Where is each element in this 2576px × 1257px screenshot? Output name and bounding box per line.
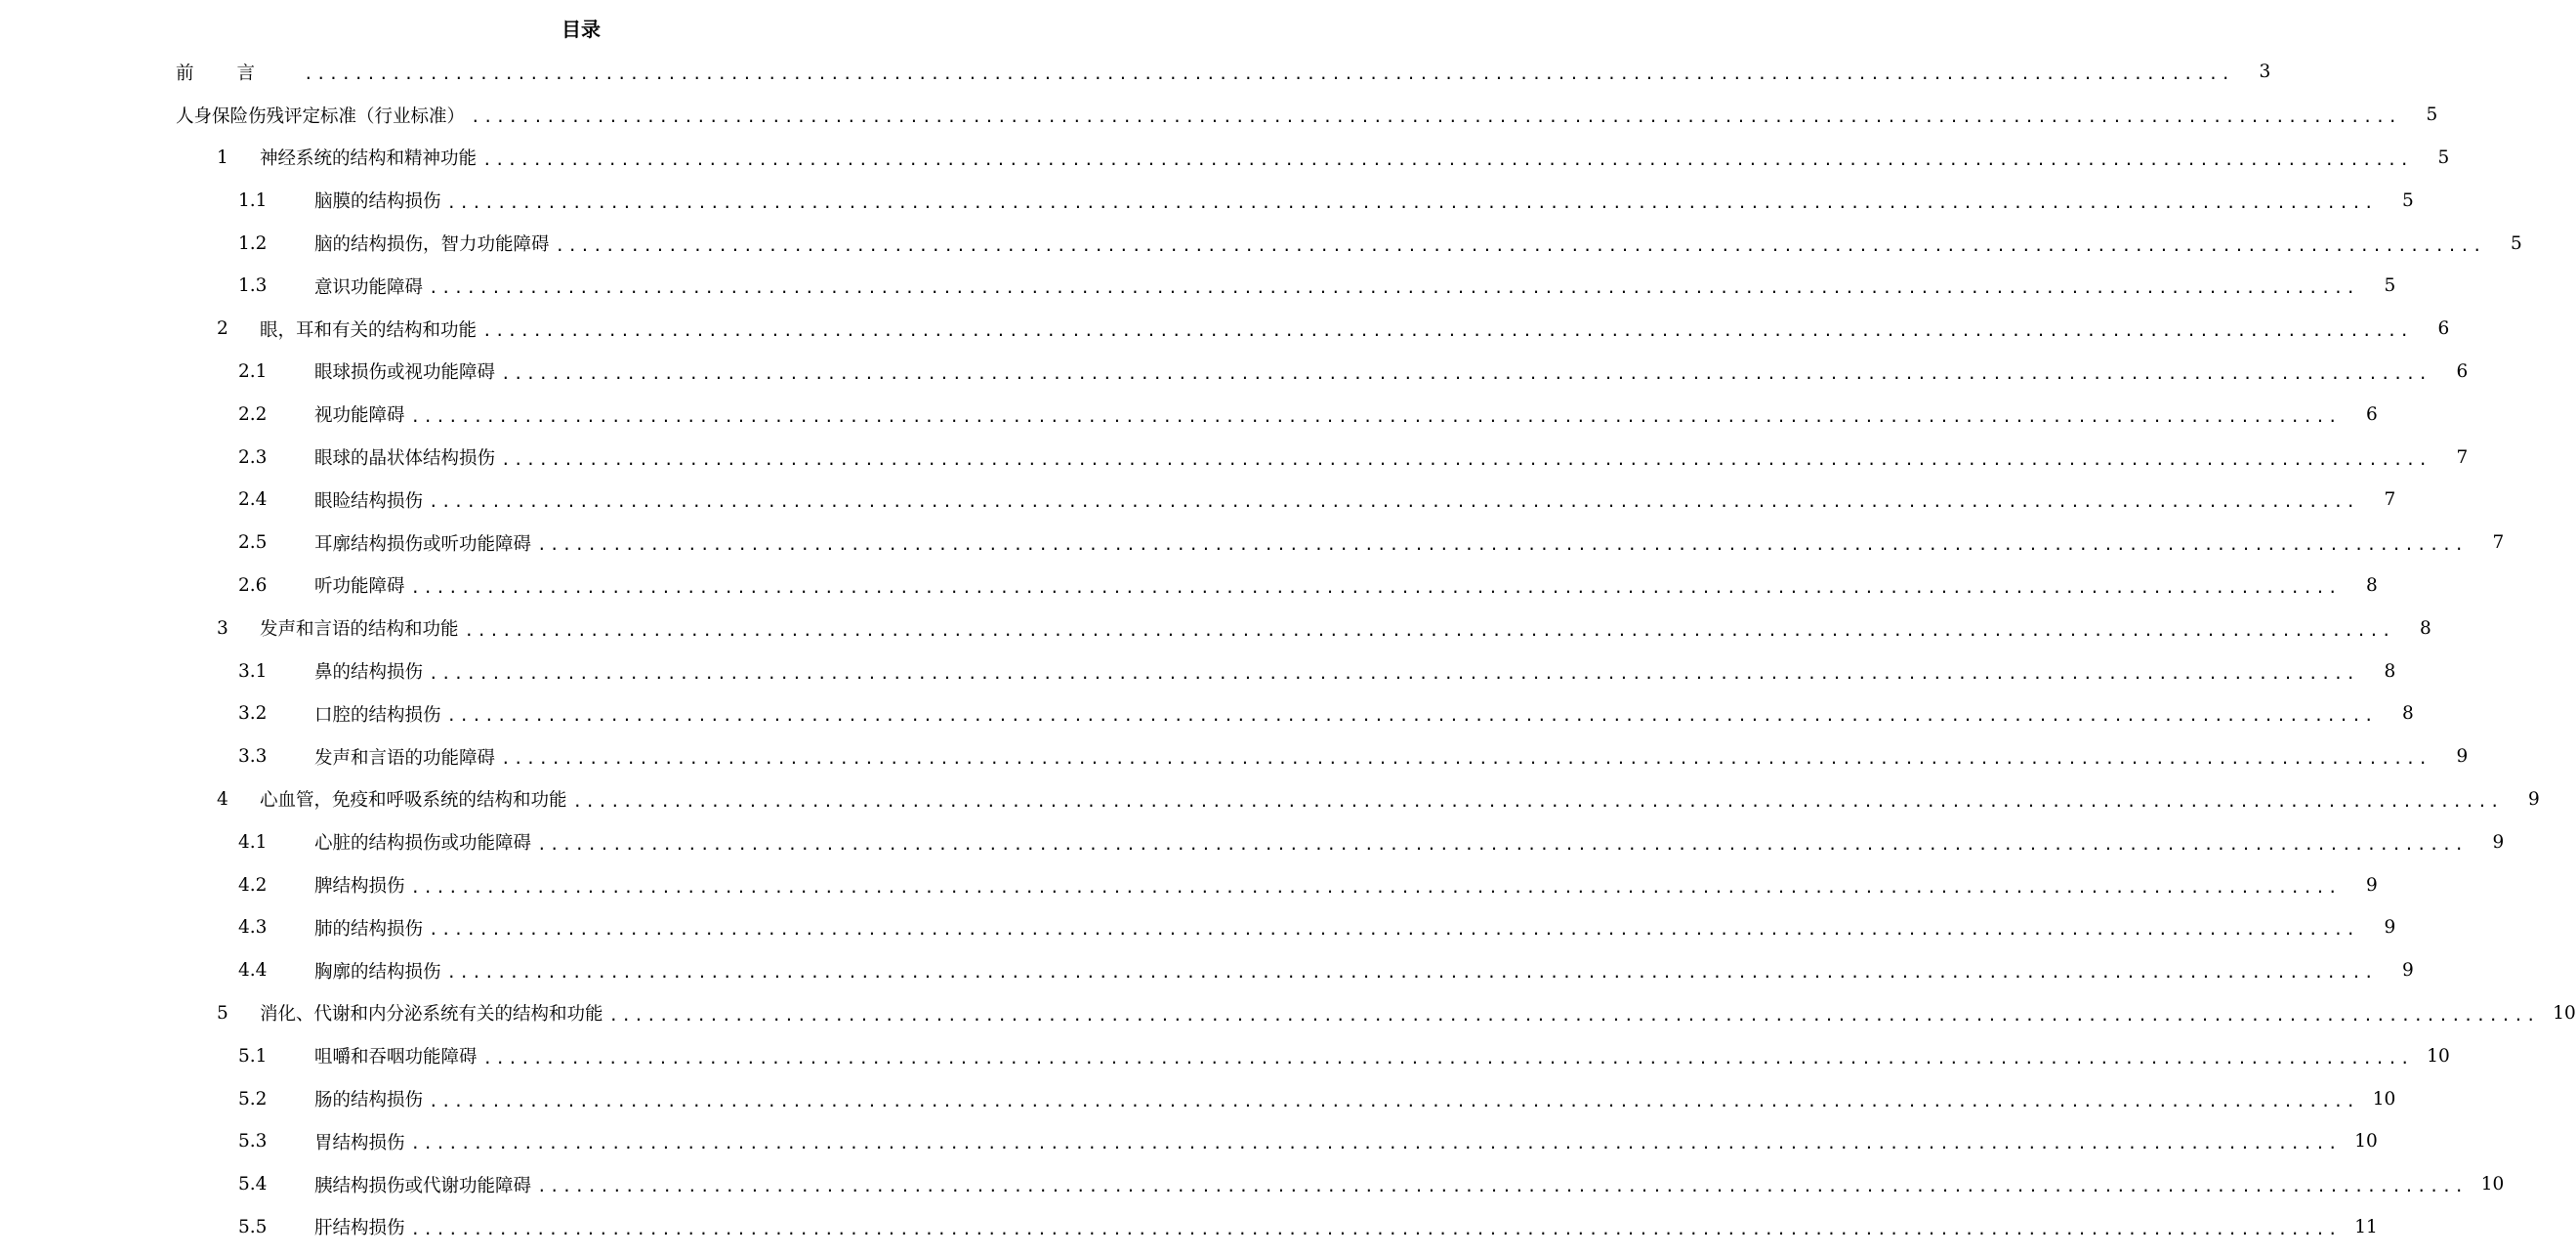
- toc-entry[interactable]: [0, 94, 2438, 137]
- toc-entry[interactable]: [0, 778, 2540, 821]
- toc-entry-text: 眼球的晶状体结构损伤: [314, 448, 496, 470]
- toc-entry-text: 神经系统的结构和精神功能: [260, 148, 478, 170]
- toc-leader-dots: ..........................................................................................................................................................: [471, 107, 2401, 127]
- toc-entry-page: 8: [2366, 574, 2378, 596]
- toc-entry-page: 9: [2456, 746, 2469, 768]
- toc-leader-dots: ..........................................................................................................................................................: [410, 1219, 2341, 1238]
- toc-entry-text: 发声和言语的功能障碍: [314, 747, 496, 769]
- toc-leader-dots: ..........................................................................................................................................................: [537, 1177, 2468, 1196]
- toc-entry-page: 5: [2402, 189, 2414, 211]
- toc-entry-page: 10: [2480, 1174, 2505, 1195]
- toc-entry[interactable]: [0, 479, 2396, 522]
- toc-entry-page: 9: [2384, 917, 2396, 939]
- toc-entry-number: 2.2: [238, 403, 268, 425]
- toc-leader-dots: ..........................................................................................................................................................: [304, 64, 2234, 84]
- toc-entry[interactable]: [0, 351, 2469, 394]
- toc-entry-text: 肺的结构损伤: [314, 918, 424, 940]
- toc-entry-page: 3: [2259, 62, 2271, 83]
- toc-entry-page: 5: [2437, 147, 2450, 168]
- toc-entry[interactable]: [0, 649, 2396, 692]
- toc-leader-dots: ..........................................................................................................................................................: [429, 1091, 2359, 1110]
- toc-entry-text: 脑的结构损伤，智力功能障碍: [314, 234, 550, 256]
- toc-leader-dots: ..........................................................................................................................................................: [429, 492, 2359, 512]
- toc-leader-dots: ..........................................................................................................................................................: [501, 449, 2431, 469]
- toc-entry-page: 9: [2492, 831, 2505, 853]
- toc-entry-text: 心脏的结构损伤或功能障碍: [314, 833, 532, 855]
- toc-entry-page: 5: [2511, 232, 2522, 254]
- toc-entry-page: 7: [2456, 446, 2469, 468]
- toc-leader-dots: ..........................................................................................................................................................: [537, 834, 2468, 854]
- toc-leader-dots: ..........................................................................................................................................................: [482, 1048, 2413, 1068]
- toc-entry-text: 咀嚼和吞咽功能障碍: [314, 1047, 478, 1068]
- toc-entry[interactable]: [0, 308, 2450, 351]
- toc-entry-number: 5.2: [238, 1088, 268, 1110]
- toc-entry[interactable]: [0, 179, 2414, 222]
- toc-entry-number: 1.2: [238, 232, 268, 254]
- toc-entry-text: 眼，耳和有关的结构和功能: [260, 319, 478, 341]
- toc-entry-number: 5.4: [238, 1174, 268, 1195]
- toc-leader-dots: ..........................................................................................................................................................: [608, 1005, 2539, 1025]
- toc-entry-page: 7: [2492, 532, 2505, 554]
- toc-entry-number: 4.2: [238, 874, 268, 896]
- toc-entry-text: 前言: [176, 63, 299, 84]
- toc-entry[interactable]: [0, 906, 2396, 949]
- toc-entry-number: 3.1: [238, 660, 268, 682]
- toc-entry-page: 10: [2372, 1088, 2396, 1110]
- toc-leader-dots: ..........................................................................................................................................................: [501, 749, 2431, 769]
- toc-entry-text: 耳廓结构损伤或听功能障碍: [314, 533, 532, 555]
- toc-entry-number: 4.3: [238, 917, 268, 939]
- toc-entry-page: 6: [2437, 318, 2450, 340]
- toc-entry[interactable]: [0, 1120, 2378, 1163]
- toc-entry[interactable]: [0, 1206, 2378, 1249]
- toc-entry-text: 胸廓的结构损伤: [314, 961, 441, 983]
- toc-entry[interactable]: [0, 735, 2469, 778]
- toc-entry-number: 1.1: [238, 189, 268, 211]
- toc-entry-text: 口腔的结构损伤: [314, 704, 441, 726]
- toc-entry[interactable]: [0, 393, 2378, 436]
- toc-entry-number: 4.1: [238, 831, 268, 853]
- toc-entry-number: 4.4: [238, 960, 268, 982]
- toc-entry-number: 3.2: [238, 703, 268, 725]
- toc-entry-number: 5: [217, 1002, 229, 1024]
- toc-leader-dots: ..........................................................................................................................................................: [410, 1134, 2341, 1153]
- toc-entry-number: 5.5: [238, 1216, 268, 1237]
- toc-entry-page: 6: [2456, 360, 2469, 382]
- toc-list: [0, 51, 2576, 1248]
- toc-entry[interactable]: [0, 863, 2378, 906]
- toc-leader-dots: ..........................................................................................................................................................: [501, 363, 2431, 383]
- toc-entry-number: 5.3: [238, 1131, 268, 1152]
- toc-entry-text: 发声和言语的结构和功能: [260, 619, 459, 641]
- toc-entry-text: 意识功能障碍: [314, 276, 424, 298]
- toc-entry-page: 6: [2366, 403, 2378, 425]
- toc-entry-page: 5: [2426, 105, 2438, 126]
- toc-entry-page: 10: [2354, 1131, 2378, 1152]
- toc-entry-text: 脑膜的结构损伤: [314, 191, 441, 213]
- toc-entry-number: 1: [217, 147, 229, 168]
- toc-leader-dots: ..........................................................................................................................................................: [537, 535, 2468, 555]
- toc-entry[interactable]: [0, 1034, 2450, 1077]
- toc-entry-page: 5: [2384, 275, 2396, 297]
- toc-entry-text: 鼻的结构损伤: [314, 662, 424, 684]
- toc-entry-number: 2: [217, 318, 229, 340]
- toc-entry[interactable]: [0, 222, 2522, 265]
- toc-entry-page: 11: [2354, 1216, 2378, 1237]
- toc-entry-text: 视功能障碍: [314, 405, 405, 427]
- toc-leader-dots: ..........................................................................................................................................................: [410, 877, 2341, 897]
- toc-entry-page: 10: [2553, 1002, 2576, 1024]
- toc-entry-text: 胃结构损伤: [314, 1132, 405, 1153]
- toc-entry-page: 8: [2384, 660, 2396, 682]
- toc-entry-text: 人身保险伤残评定标准（行业标准）: [176, 105, 466, 127]
- toc-title: 目录: [561, 18, 601, 41]
- toc-entry[interactable]: [0, 1077, 2396, 1120]
- toc-leader-dots: ..........................................................................................................................................................: [410, 406, 2341, 426]
- toc-leader-dots: ..........................................................................................................................................................: [410, 577, 2341, 597]
- toc-leader-dots: ..........................................................................................................................................................: [482, 321, 2413, 341]
- toc-entry-text: 胰结构损伤或代谢功能障碍: [314, 1175, 532, 1196]
- toc-entry-page: 9: [2528, 788, 2540, 810]
- toc-entry[interactable]: [0, 820, 2505, 863]
- toc-entry[interactable]: [0, 949, 2414, 992]
- toc-entry[interactable]: [0, 265, 2396, 308]
- toc-entry-number: 3.3: [238, 746, 268, 768]
- toc-entry-number: 2.4: [238, 489, 268, 511]
- toc-entry-number: 5.1: [238, 1045, 268, 1067]
- toc-entry-text: 脾结构损伤: [314, 876, 405, 898]
- toc-entry-text: 眼睑结构损伤: [314, 490, 424, 512]
- toc-entry[interactable]: [0, 522, 2505, 565]
- toc-leader-dots: ..........................................................................................................................................................: [555, 235, 2485, 255]
- toc-entry-number: 4: [217, 788, 229, 810]
- toc-entry-text: 消化、代谢和内分泌系统有关的结构和功能: [260, 1004, 603, 1026]
- toc-leader-dots: ..........................................................................................................................................................: [446, 706, 2377, 726]
- toc-entry-number: 2.3: [238, 446, 268, 468]
- toc-leader-dots: ..........................................................................................................................................................: [429, 920, 2359, 940]
- toc-leader-dots: ..........................................................................................................................................................: [482, 149, 2413, 169]
- toc-entry-text: 肠的结构损伤: [314, 1090, 424, 1111]
- toc-entry-text: 眼球损伤或视功能障碍: [314, 362, 496, 384]
- toc-entry-page: 9: [2402, 960, 2414, 982]
- toc-entry-number: 1.3: [238, 275, 268, 297]
- toc-leader-dots: ..........................................................................................................................................................: [429, 278, 2359, 298]
- toc-entry-page: 7: [2384, 489, 2396, 511]
- toc-entry-text: 肝结构损伤: [314, 1218, 405, 1239]
- toc-entry-number: 2.6: [238, 574, 268, 596]
- toc-entry[interactable]: [0, 565, 2378, 608]
- toc-entry-number: 3: [217, 617, 229, 639]
- toc-leader-dots: ..........................................................................................................................................................: [429, 663, 2359, 683]
- toc-entry[interactable]: [0, 137, 2450, 180]
- toc-leader-dots: ..........................................................................................................................................................: [572, 791, 2503, 811]
- toc-entry-page: 8: [2402, 703, 2414, 725]
- toc-entry[interactable]: [0, 436, 2469, 479]
- toc-entry-number: 2.5: [238, 532, 268, 554]
- toc-entry[interactable]: [0, 992, 2576, 1035]
- toc-entry-page: 10: [2427, 1045, 2450, 1067]
- toc-entry-number: 2.1: [238, 360, 268, 382]
- toc-entry-page: 8: [2420, 617, 2431, 639]
- toc-leader-dots: ..........................................................................................................................................................: [464, 620, 2394, 640]
- toc-leader-dots: ..........................................................................................................................................................: [446, 963, 2377, 983]
- toc-leader-dots: ..........................................................................................................................................................: [446, 192, 2377, 212]
- toc-entry[interactable]: [0, 607, 2431, 649]
- toc-entry[interactable]: [0, 51, 2271, 94]
- toc-entry-text: 听功能障碍: [314, 576, 405, 598]
- toc-entry-page: 9: [2366, 874, 2378, 896]
- toc-entry[interactable]: [0, 692, 2414, 735]
- toc-entry[interactable]: [0, 1163, 2505, 1206]
- toc-entry-text: 心血管，免疫和呼吸系统的结构和功能: [260, 790, 567, 812]
